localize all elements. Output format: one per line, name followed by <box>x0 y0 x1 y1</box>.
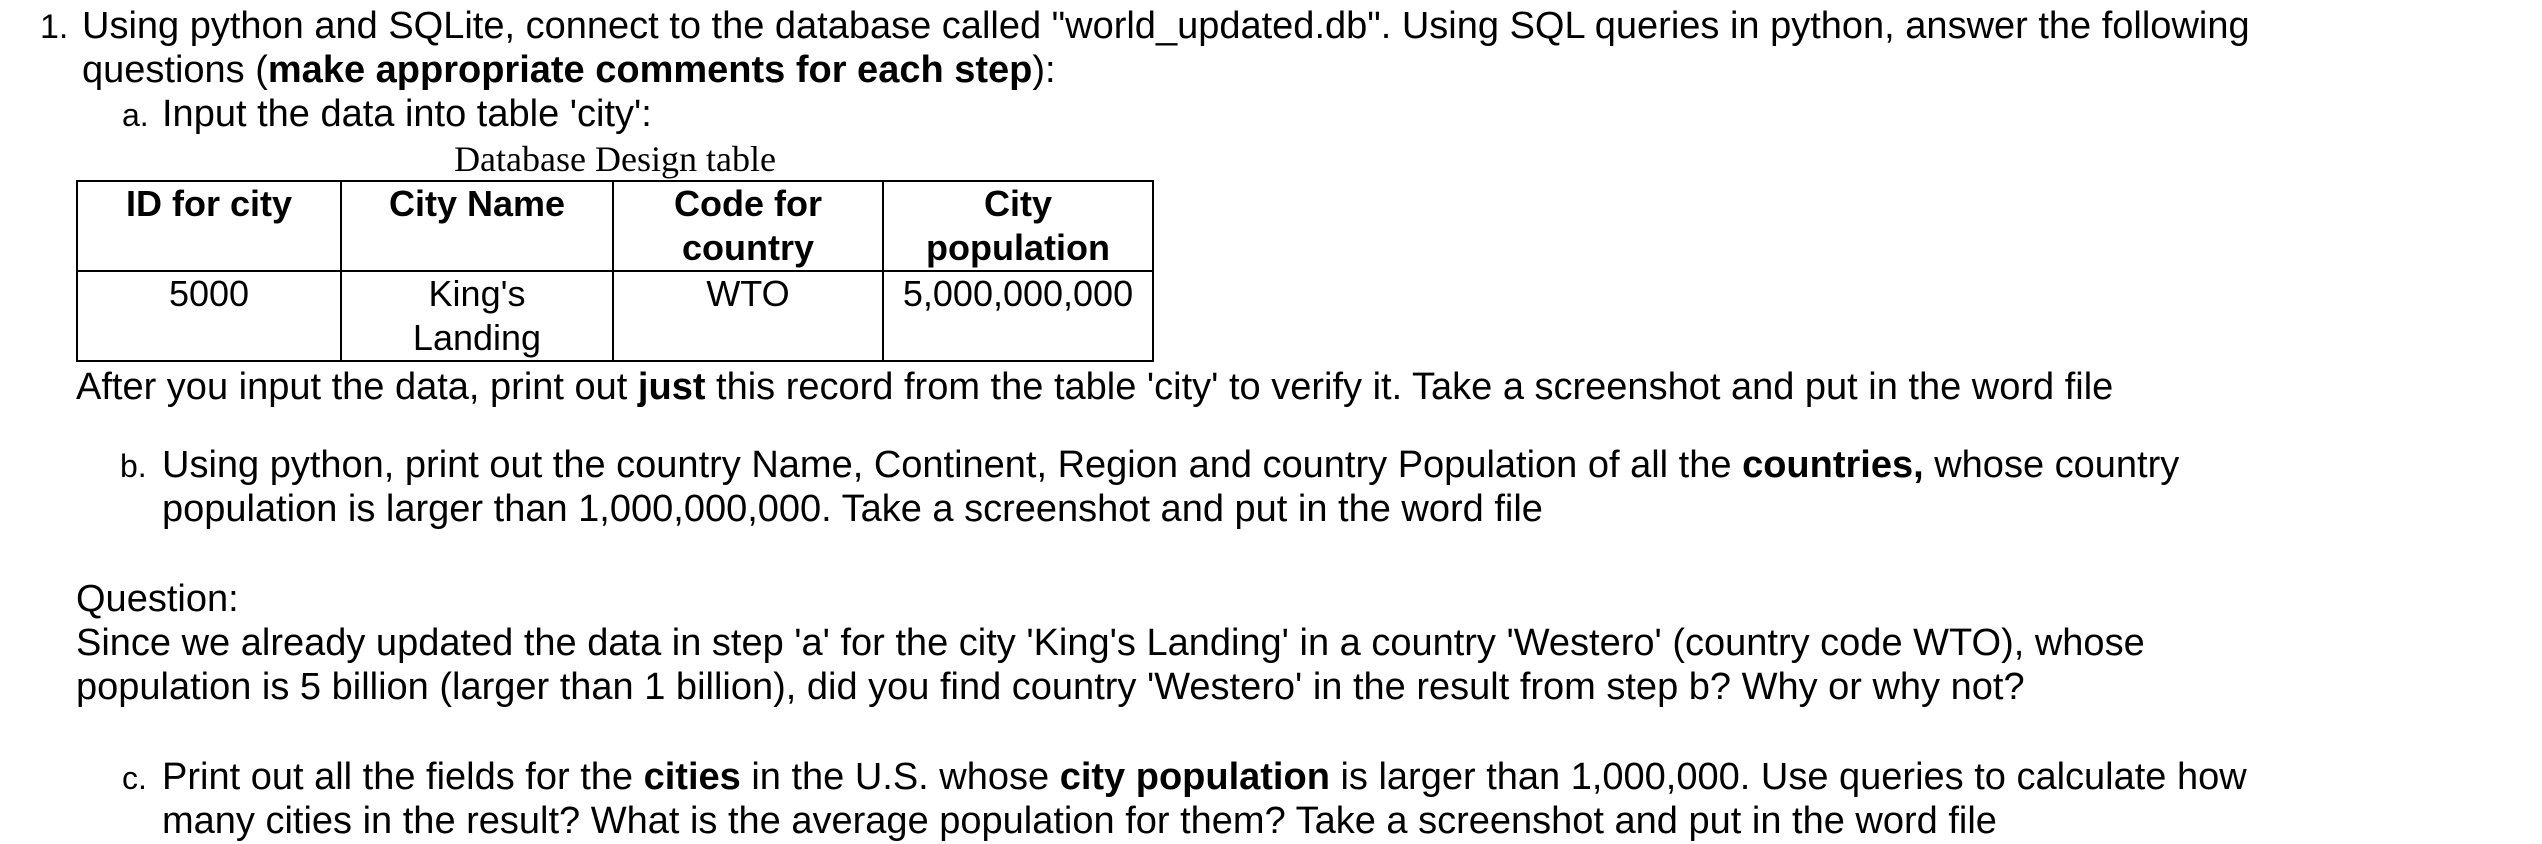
table-caption: Database Design table <box>454 139 776 179</box>
cell-population: 5,000,000,000 <box>883 271 1153 361</box>
question-number: 1. <box>40 8 69 46</box>
part-b-line-2: population is larger than 1,000,000,000. Take a screenshot and put in the word file <box>162 488 1543 530</box>
q1-line-1: Using python and SQLite, connect to the database called "world_updated.db". Using SQL queries in python, answer the following <box>82 5 2250 47</box>
part-a-after-text: After you input the data, print out just this record from the table 'city' to verify it. Take a screenshot and put in the word file <box>76 366 2114 408</box>
cell-country-code: WTO <box>613 271 883 361</box>
header-code-for-country: Code for country <box>613 181 883 271</box>
cell-id: 5000 <box>77 271 341 361</box>
question-line-2: population is 5 billion (larger than 1 billion), did you find country 'Westero' in the result from step b? Why or why not? <box>76 666 2025 708</box>
part-a-marker: a. <box>122 97 149 133</box>
header-id-for-city: ID for city <box>77 181 341 271</box>
database-design-table <box>76 180 1154 362</box>
question-line-1: Since we already updated the data in step 'a' for the city 'King's Landing' in a country 'Westero' (country code WTO), whose <box>76 622 2145 664</box>
table-header-row <box>77 181 1153 271</box>
part-a-text: Input the data into table 'city': <box>162 93 652 135</box>
part-c-marker: c. <box>122 760 147 796</box>
q1-line-2: questions (make appropriate comments for each step): <box>82 49 1056 91</box>
part-b-line-1: Using python, print out the country Name, Continent, Region and country Population of all the countries, whose country <box>162 444 2180 486</box>
part-c-line-2: many cities in the result? What is the average population for them? Take a screenshot and put in the word file <box>162 800 1997 842</box>
part-b-marker: b. <box>120 448 147 484</box>
part-c-line-1: Print out all the fields for the cities in the U.S. whose city population is larger than 1,000,000. Use queries to calculate how <box>162 756 2247 798</box>
question-label: Question: <box>76 578 239 620</box>
table-row <box>77 271 1153 361</box>
cell-city-name: King's Landing <box>341 271 613 361</box>
header-city-name: City Name <box>341 181 613 271</box>
header-city-population: City population <box>883 181 1153 271</box>
